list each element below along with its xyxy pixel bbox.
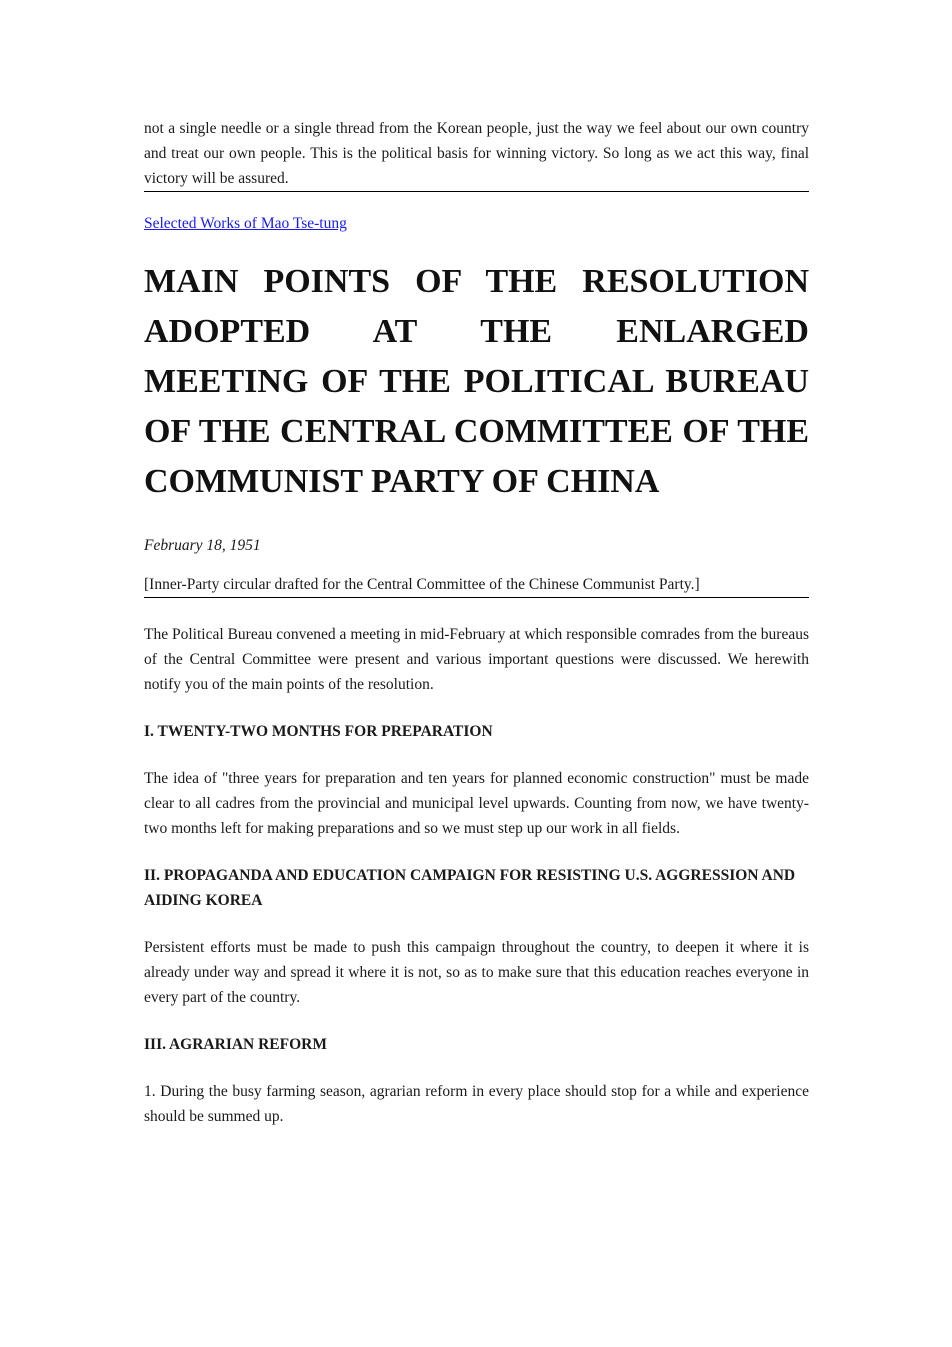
document-page [144,116,809,1129]
horizontal-divider-bottom [144,597,809,598]
intro-paragraph: The Political Bureau convened a meeting in mid-February at which responsible comrades from the bureaus of the Central Committee were present and various important questions were discussed. We herewith notify you of the main points of the resolution. [144,626,809,693]
section-heading: II. PROPAGANDA AND EDUCATION CAMPAIGN FOR RESISTING U.S. AGGRESSION AND AIDING KOREA [144,867,796,909]
section-paragraph: Persistent efforts must be made to push this campaign throughout the country, to deepen it where it is already under way and spread it where it is not, so as to make sure that this education reaches everyone in every part of the country. [144,939,809,1006]
document-date: February 18, 1951 [144,537,261,554]
source-link[interactable]: Selected Works of Mao Tse-tung [144,215,347,232]
section-heading: III. AGRARIAN REFORM [144,1036,327,1053]
document-title: MAIN POINTS OF THE RESOLUTION ADOPTED AT THE ENLARGED MEETING OF THE POLITICAL BUREAU OF THE CENTRAL COMMITTEE OF THE COMMUNIST PARTY OF CHINA [144,263,809,500]
section-heading: I. TWENTY-TWO MONTHS FOR PREPARATION [144,723,493,740]
section-paragraph: The idea of "three years for preparation and ten years for planned economic construction" must be made clear to all cadres from the provincial and municipal level upwards. Counting from now, we have twenty-two months left for making preparations and so we must step up our work in all fields. [144,770,809,837]
editorial-note: [Inner-Party circular drafted for the Central Committee of the Chinese Communist Party.] [144,576,700,593]
section-paragraph: 1. During the busy farming season, agrarian reform in every place should stop for a while and experience should be summed up. [144,1083,809,1125]
continuation-paragraph: not a single needle or a single thread from the Korean people, just the way we feel about our own country and treat our own people. This is the political basis for winning victory. So long as we act this way, final victory will be assured. [144,120,809,187]
horizontal-divider-top [144,191,809,192]
